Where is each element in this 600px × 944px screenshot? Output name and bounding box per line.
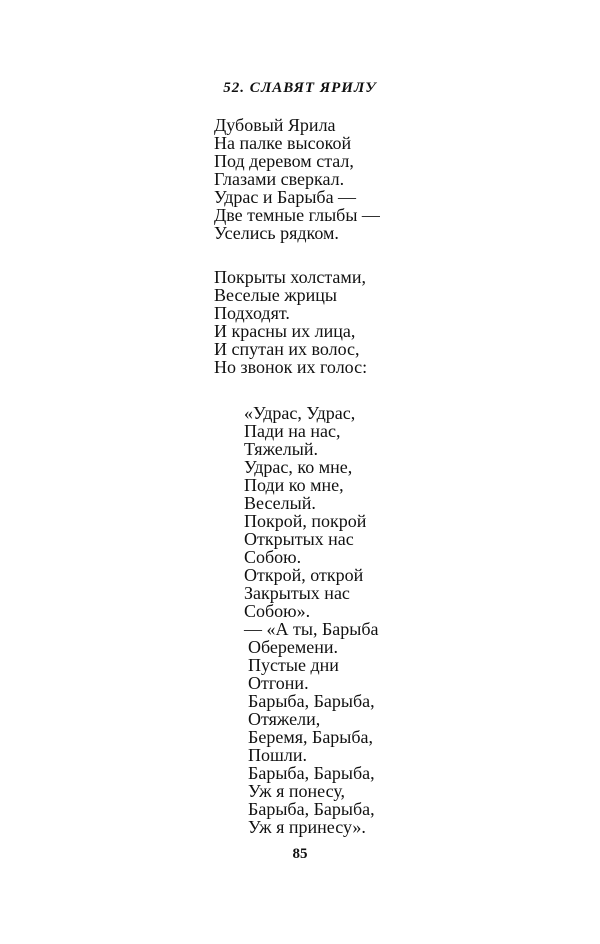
poem-line: На палке высокой [214, 133, 352, 153]
poem-line: Пади на нас, [244, 421, 341, 441]
poem-line: Собою. [244, 547, 302, 567]
poem-line: «Удрас, Удрас, [244, 403, 356, 423]
stanza-1 [214, 116, 380, 242]
poem-line: Барыба, Барыба, [248, 799, 375, 819]
poem-title: 52. СЛАВЯТ ЯРИЛУ [223, 80, 377, 96]
poem-line: Удрас, ко мне, [244, 457, 353, 477]
poem-line: Уж я принесу». [248, 817, 366, 837]
stanza-2 [214, 268, 367, 376]
page-number: 85 [292, 846, 308, 862]
poem-line: Две темные глыбы — [214, 205, 380, 225]
poem-line: Барыба, Барыба, [248, 763, 375, 783]
poem-line: Открой, открой [244, 565, 364, 585]
poem-line: Закрытых нас [244, 583, 350, 603]
poem-line: Пошли. [248, 745, 307, 765]
poem-line: Дубовый Ярила [214, 115, 336, 135]
poem-line: И красны их лица, [214, 321, 356, 341]
poem-line: Тяжелый. [244, 439, 318, 459]
poem-line: Но звонок их голос: [214, 357, 368, 377]
poem-line: Удрас и Барыба — [214, 187, 357, 207]
poem-line: Беремя, Барыба, [248, 727, 374, 747]
poem-line: Отгони. [248, 673, 309, 693]
poem-line: Пустые дни [248, 655, 339, 675]
poem-line: Собою». [244, 601, 311, 621]
poem-line: Оберемени. [248, 637, 339, 657]
poem-line: Под деревом стал, [214, 151, 354, 171]
stanza-3 [244, 404, 379, 836]
poem-line: Барыба, Барыба, [248, 691, 375, 711]
poem-line: Поди ко мне, [244, 475, 344, 495]
poem-line: Веселые жрицы [214, 285, 338, 305]
poem-line: Покрыты холстами, [214, 267, 366, 287]
poem-line: Покрой, покрой [244, 511, 367, 531]
poem-line: Открытых нас [244, 529, 354, 549]
poem-line: Веселый. [244, 493, 316, 513]
poem-line: И спутан их волос, [214, 339, 360, 359]
poem-line: Подходят. [214, 303, 290, 323]
poem-line: Глазами сверкал. [214, 169, 345, 189]
poem-line: — «А ты, Барыба [244, 619, 379, 639]
poem-line: Отяжели, [248, 709, 321, 729]
poem-line: Уж я понесу, [248, 781, 346, 801]
poem-line: Уселись рядком. [214, 223, 339, 243]
